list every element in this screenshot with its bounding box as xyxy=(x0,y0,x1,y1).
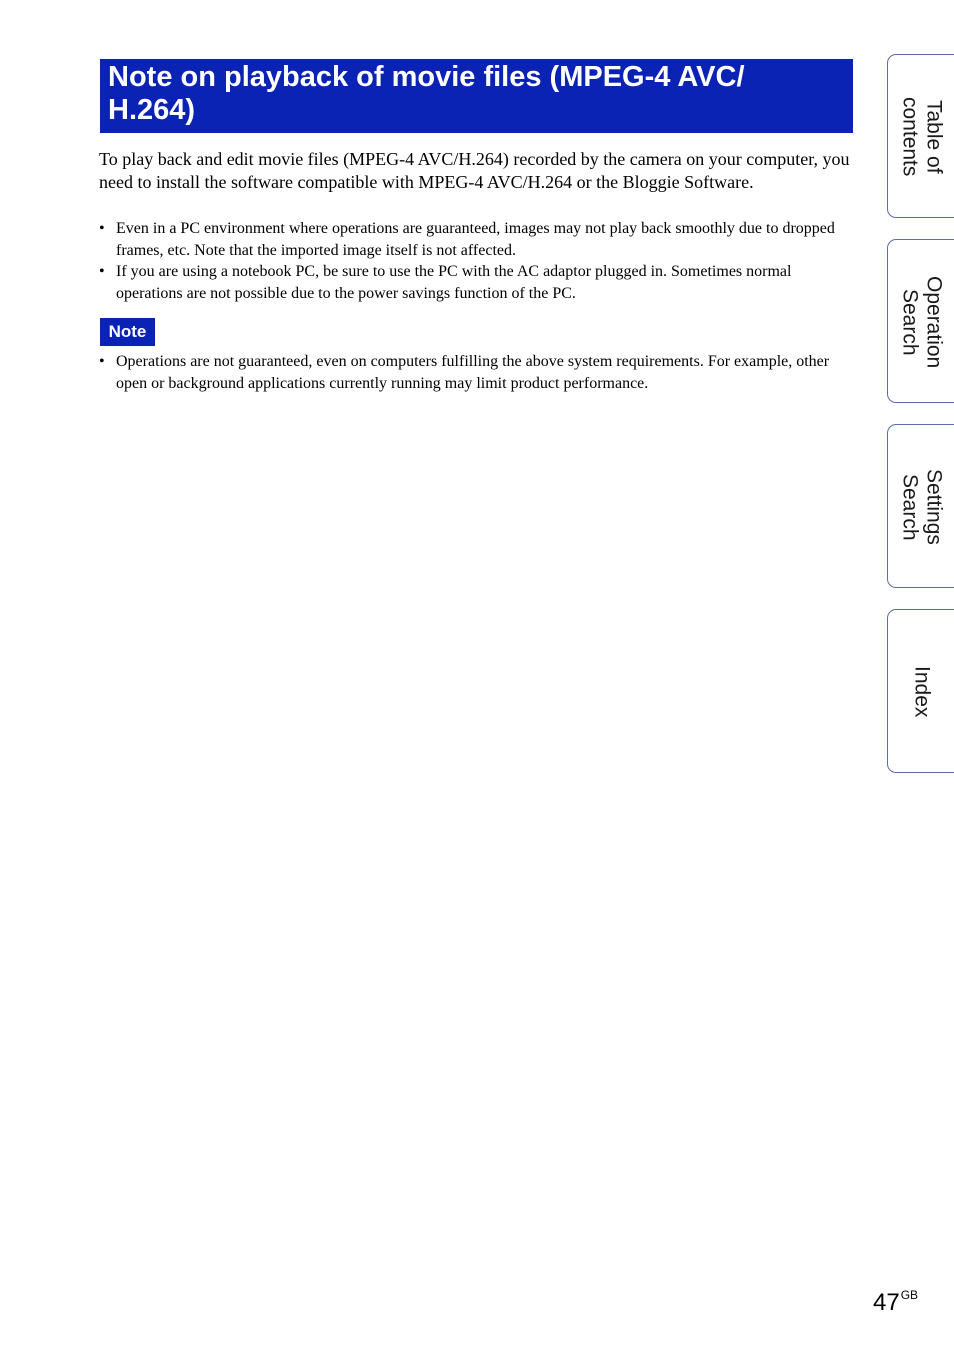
list-item-text: Operations are not guaranteed, even on computers fulfilling the above system requirements. For example, other open or background applications currently running may limit product performance. xyxy=(116,353,830,392)
bullet-dot: • xyxy=(99,263,105,280)
page-title-line-2: H.264) xyxy=(108,94,196,126)
tab-index[interactable] xyxy=(887,609,954,773)
note-badge: Note xyxy=(100,318,155,346)
intro-paragraph: To play back and edit movie files (MPEG-4 AVC/H.264) recorded by the camera on your computer, you need to install the software compatible with MPEG-4 AVC/H.264 or the Bloggie Software. xyxy=(99,149,850,192)
page-title-line-1: Note on playback of movie files (MPEG-4 AVC/ xyxy=(108,61,745,93)
tab-operation-search-label: Operation Search xyxy=(898,275,946,369)
tab-table-of-contents[interactable] xyxy=(887,54,954,218)
page-title xyxy=(108,61,845,127)
bullet-dot: • xyxy=(99,220,105,237)
list-item xyxy=(99,351,857,394)
page-title-bar xyxy=(100,59,853,133)
tab-settings-search-label: Settings Search xyxy=(898,469,946,545)
tab-table-of-contents-label: Table of contents xyxy=(898,97,946,177)
list-item xyxy=(99,218,857,261)
tab-settings-search[interactable] xyxy=(887,424,954,588)
list-item-text: If you are using a notebook PC, be sure to use the PC with the AC adaptor plugged in. Sometimes normal operations are not possible due to the power savings function of the PC. xyxy=(116,263,792,302)
tab-index-label: Index xyxy=(910,666,934,718)
page-number-value: 47 xyxy=(873,1289,900,1316)
tab-operation-search[interactable] xyxy=(887,239,954,403)
page-number-suffix: GB xyxy=(900,1288,919,1302)
page-number xyxy=(873,1288,918,1317)
bullet-list xyxy=(99,218,857,304)
list-item xyxy=(99,261,857,304)
note-bullet-list xyxy=(99,351,857,394)
bullet-dot: • xyxy=(99,353,105,370)
list-item-text: Even in a PC environment where operations are guaranteed, images may not play back smoothly due to dropped frames, etc. Note that the imported image itself is not affected. xyxy=(116,220,835,259)
